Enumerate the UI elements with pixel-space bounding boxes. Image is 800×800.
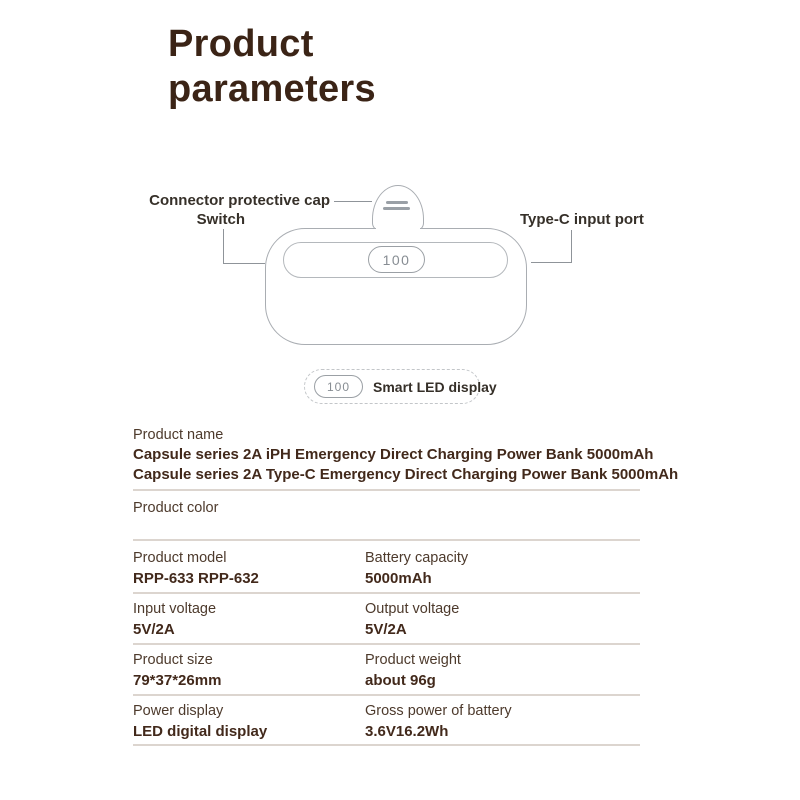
label-connector-protective-cap: Connector protective cap — [149, 192, 330, 209]
spec-product-color-label: Product color — [133, 500, 219, 516]
spec-battery-capacity-value: 5000mAh — [365, 570, 432, 587]
pointer-line-typec-vertical — [571, 230, 572, 263]
spec-input-voltage-value: 5V/2A — [133, 621, 175, 638]
divider — [133, 592, 640, 594]
divider — [133, 643, 640, 645]
spec-product-name-line2: Capsule series 2A Type-C Emergency Direct Charging Power Bank 5000mAh — [133, 466, 679, 483]
pointer-line-switch-horizontal — [223, 263, 265, 264]
smart-led-display-legend — [304, 369, 497, 404]
spec-product-model-label: Product model — [133, 550, 227, 566]
spec-gross-power-label: Gross power of battery — [365, 703, 512, 719]
divider — [133, 744, 640, 746]
legend-led-badge: 100 — [314, 375, 363, 398]
spec-gross-power-value: 3.6V16.2Wh — [365, 723, 449, 740]
spec-power-display-label: Power display — [133, 703, 224, 719]
pointer-line-typec-horizontal — [531, 262, 572, 263]
spec-product-weight-label: Product weight — [365, 652, 461, 668]
divider — [133, 694, 640, 696]
label-typec-input-port: Type-C input port — [520, 211, 644, 228]
label-switch: Switch — [196, 211, 245, 228]
spec-product-weight-value: about 96g — [365, 672, 436, 689]
spec-product-model-value: RPP-633 RPP-632 — [133, 570, 259, 587]
spec-product-name-label: Product name — [133, 427, 224, 443]
cap-vent-line-icon — [386, 201, 408, 204]
spec-output-voltage-label: Output voltage — [365, 601, 460, 617]
spec-input-voltage-label: Input voltage — [133, 601, 217, 617]
pointer-line-cap — [334, 201, 372, 202]
pointer-line-switch-vertical — [223, 229, 224, 264]
divider — [133, 539, 640, 541]
legend-led-text: Smart LED display — [373, 378, 497, 395]
cap-body-junction — [376, 226, 420, 232]
spec-battery-capacity-label: Battery capacity — [365, 550, 469, 566]
page-title-line2: parameters — [168, 68, 376, 110]
led-display-badge: 100 — [368, 246, 425, 273]
page-title — [168, 22, 376, 112]
spec-output-voltage-value: 5V/2A — [365, 621, 407, 638]
divider — [133, 489, 640, 491]
page-title-line1: Product — [168, 23, 314, 65]
cap-vent-line-icon — [383, 207, 410, 210]
spec-product-size-value: 79*37*26mm — [133, 672, 222, 689]
spec-power-display-value: LED digital display — [133, 723, 268, 740]
spec-product-size-label: Product size — [133, 652, 213, 668]
spec-product-name-line1: Capsule series 2A iPH Emergency Direct Charging Power Bank 5000mAh — [133, 446, 654, 463]
